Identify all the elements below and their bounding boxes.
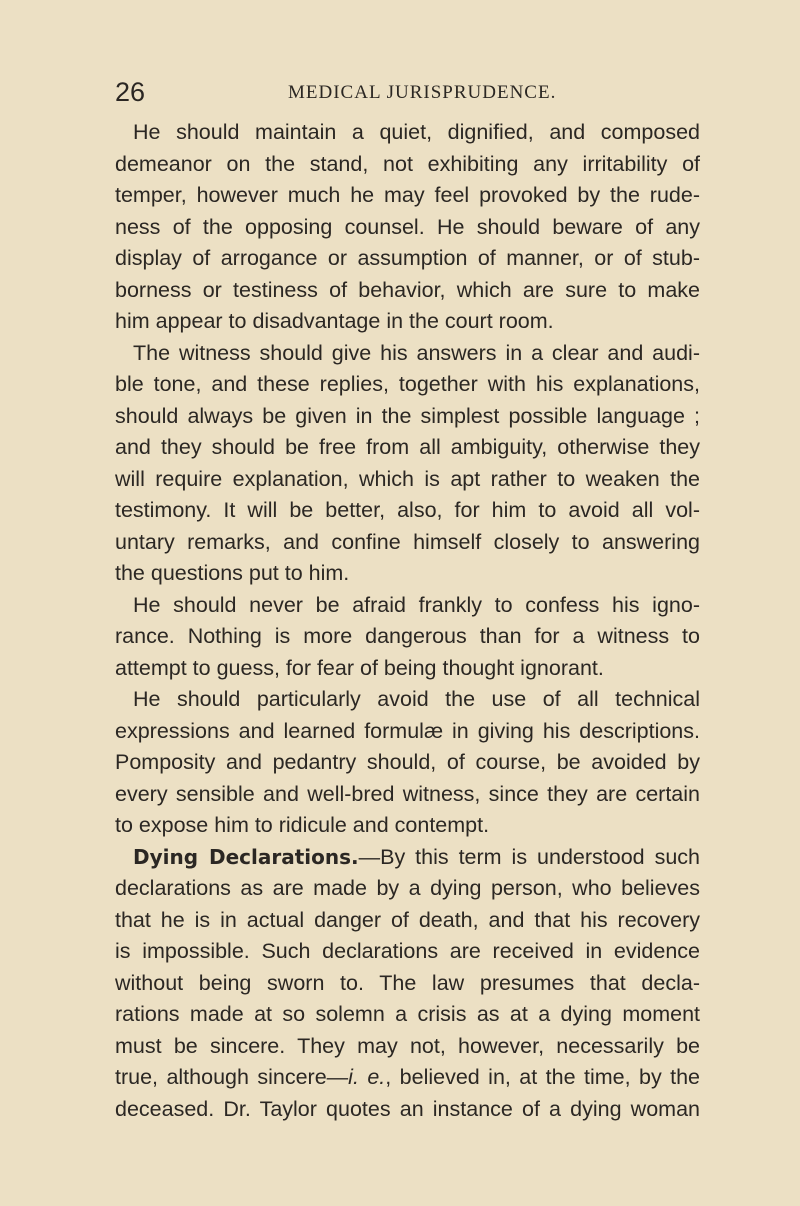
section-start-line — [115, 842, 700, 874]
text-line: demeanor on the stand, not exhibiting any irritability of — [115, 151, 700, 176]
page-number: 26 — [115, 77, 146, 107]
text-line: rance. Nothing is more dangerous than for a witness to — [115, 624, 700, 648]
text-line: ble tone, and these replies, together with his explanations, — [115, 372, 700, 396]
text-line: to expose him to ridicule and contempt. — [115, 813, 490, 837]
text-line: rations made at so solemn a crisis as at a dying moment — [115, 1002, 700, 1026]
body-text — [115, 117, 700, 1125]
text-line: testimony. It will be better, also, for him to avoid all vol- — [115, 498, 700, 522]
text-line: He should particularly avoid the use of all technical — [133, 687, 700, 711]
text-line: declarations as are made by a dying person, who believes — [115, 876, 700, 900]
text-line: should always be given in the simplest possible language ; — [115, 403, 700, 428]
text-line: attempt to guess, for fear of being thought ignorant. — [115, 655, 604, 680]
text-line: The witness should give his answers in a clear and audi- — [133, 340, 700, 365]
running-head: MEDICAL JURISPRUDENCE. — [288, 82, 557, 103]
text-line: must be sincere. They may not, however, necessarily be — [115, 1033, 700, 1058]
text-line-with-italic — [115, 1062, 700, 1094]
text-line: without being sworn to. The law presumes that decla- — [115, 970, 700, 995]
text-line: that he is in actual danger of death, and that his recovery — [115, 907, 700, 932]
text-line: temper, however much he may feel provoked by the rude- — [115, 183, 700, 207]
text-line: will require explanation, which is apt rather to weaken the — [115, 466, 700, 491]
text-line: He should never be afraid frankly to confess his igno- — [133, 592, 700, 617]
text-line: Pomposity and pedantry should, of course, be avoided by — [115, 750, 700, 774]
italic-abbrev: i. e. — [348, 1065, 386, 1089]
page-header — [115, 75, 700, 109]
text-line: and they should be free from all ambiguity, otherwise they — [115, 435, 700, 459]
text-line: him appear to disadvantage in the court room. — [115, 309, 554, 333]
text-line: every sensible and well-bred witness, since they are certain — [115, 781, 700, 806]
text-line: deceased. Dr. Taylor quotes an instance of a dying woman — [115, 1096, 700, 1121]
text-fragment: —By this term is understood such — [358, 844, 700, 869]
text-line: ness of the opposing counsel. He should beware of any — [115, 214, 700, 239]
text-line: borness or testiness of behavior, which are sure to make — [115, 277, 700, 302]
text-fragment: , believed in, at the time, by the — [385, 1065, 700, 1089]
text-fragment: true, although sincere— — [115, 1065, 349, 1089]
text-line: the questions put to him. — [115, 561, 350, 585]
section-heading: Dying Declarations. — [133, 844, 359, 869]
text-line: is impossible. Such declarations are received in evidence — [115, 939, 700, 963]
text-line: untary remarks, and confine himself closely to answering — [115, 529, 700, 554]
text-line: display of arrogance or assumption of manner, or of stub- — [115, 246, 700, 270]
text-line: He should maintain a quiet, dignified, and composed — [133, 120, 700, 144]
text-line: expressions and learned formulæ in giving his descriptions. — [115, 718, 700, 743]
